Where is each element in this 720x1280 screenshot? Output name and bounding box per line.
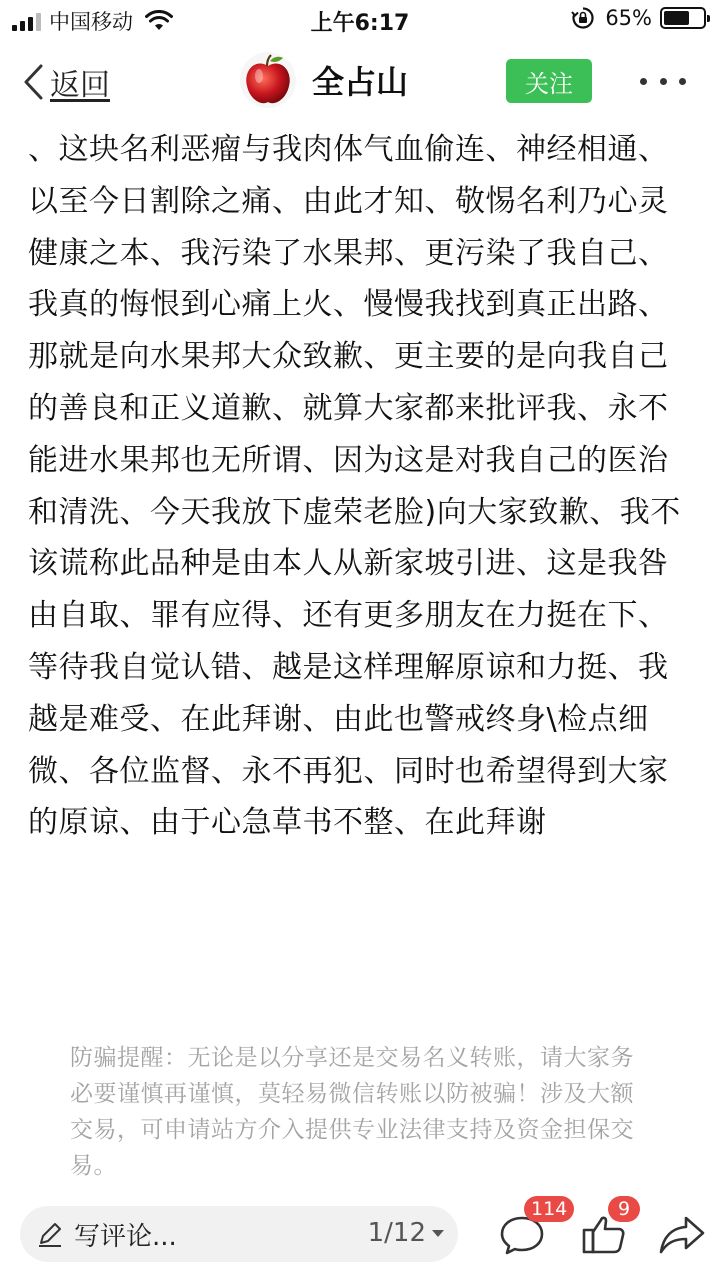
battery-fill (664, 11, 689, 25)
apple-avatar-image (240, 52, 296, 108)
article-body: 、这块名利恶瘤与我肉体气血偷连、神经相通、以至今日割除之痛、由此才知、敬惕名利乃心灵健康之本、我污染了水果邦、更污染了我自己、我真的悔恨到心痛上火、慢慢我找到真正出路、那就是向水果邦大众致歉、更主要的是向我自己的善良和正义道歉、就算大家都来批评我、永不能进水果邦也无所谓、因为这是对我自己的医治和清洗、今天我放下虚荣老脸)向大家致歉、我不该谎称此品种是由本人从新家坡引进、这是我咎由自取、罪有应得、还有更多朋友在力挺在下、等待我自觉认错、越是这样理解原谅和力挺、我越是难受、在此拜谢、由此也警戒终身\检点细微、各位监督、永不再犯、同时也希望得到大家的原谅、由于心急草书不整、在此拜谢 (28, 132, 681, 841)
comment-placeholder: 写评论... (74, 1221, 177, 1252)
back-label: 返回 (50, 68, 110, 103)
status-time: 上午6:17 (310, 11, 410, 36)
page-indicator[interactable] (368, 1218, 444, 1248)
author-name[interactable]: 全占山 (312, 63, 409, 101)
like-button[interactable] (578, 1198, 631, 1260)
author-info[interactable] (240, 52, 408, 108)
battery-icon (660, 7, 706, 29)
comment-count-badge: 114 (524, 1196, 574, 1222)
share-arrow-icon (656, 1208, 708, 1260)
caret-down-icon (432, 1230, 444, 1237)
battery-percent: 65% (605, 6, 652, 30)
chevron-left-icon (22, 64, 44, 100)
more-dots-icon[interactable] (640, 66, 686, 96)
share-button[interactable] (656, 1208, 708, 1260)
comments-button[interactable] (496, 1198, 568, 1260)
dot (660, 78, 667, 85)
dot (640, 78, 647, 85)
carrier-label: 中国移动 (49, 10, 133, 34)
page-indicator-label: 1/12 (367, 1218, 426, 1248)
bottom-bar (0, 1196, 720, 1272)
follow-button[interactable]: 关注 (506, 59, 592, 103)
status-bar (0, 0, 720, 40)
pencil-icon (36, 1220, 64, 1248)
dot (679, 78, 686, 85)
status-right (571, 6, 706, 30)
fraud-warning: 防骗提醒：无论是以分享还是交易名义转账，请大家务必要谨慎再谨慎，莫轻易微信转账以防被骗！涉及大额交易，可申请站方介入提供专业法律支持及资金担保交易。 (70, 1045, 634, 1179)
avatar[interactable] (240, 52, 296, 108)
like-count-badge: 9 (608, 1196, 640, 1222)
rotation-lock-icon (571, 6, 595, 30)
back-button[interactable] (22, 60, 110, 104)
comment-input[interactable] (20, 1206, 458, 1262)
nav-bar (0, 42, 720, 122)
